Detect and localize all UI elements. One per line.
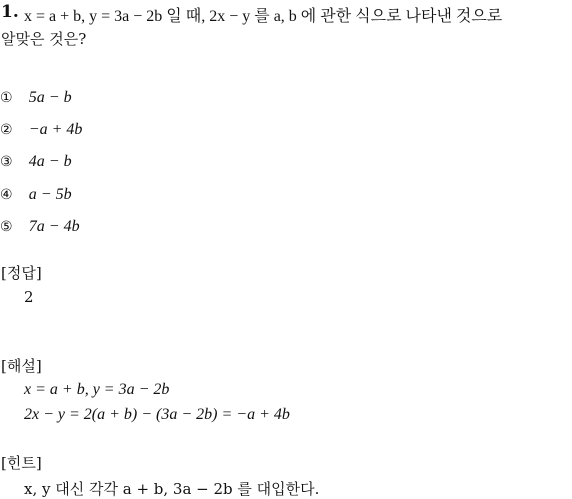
choice-3-mark: ③ bbox=[0, 154, 13, 170]
choice-1-mark: ① bbox=[0, 90, 13, 106]
choice-2-mark: ② bbox=[0, 122, 13, 138]
choice-5-expr: 7a − 4b bbox=[28, 218, 80, 235]
hint-line1: x, y 대신 각각 a + b, 3a − 2b 를 대입한다. bbox=[24, 480, 320, 498]
hint-heading: [힌트] bbox=[1, 454, 42, 472]
explanation-line1: x = a + b, y = 3a − 2b bbox=[24, 381, 170, 398]
choice-2-expr: −a + 4b bbox=[28, 121, 83, 138]
choice-1[interactable] bbox=[0, 88, 72, 107]
choice-2[interactable] bbox=[0, 120, 82, 139]
answer-heading: [정답] bbox=[1, 264, 42, 282]
answer-value: 2 bbox=[24, 288, 34, 306]
explanation-line2: 2x − y = 2(a + b) − (3a − 2b) = −a + 4b bbox=[24, 406, 290, 423]
question-text-line2: 알맞은 것은? bbox=[1, 30, 87, 48]
question-text-line1: x = a + b, y = 3a − 2b 일 때, 2x − y 를 a, b 에 관한 식으로 나타낸 것으로 bbox=[24, 8, 503, 25]
choice-5-mark: ⑤ bbox=[0, 219, 13, 235]
choice-3-expr: 4a − b bbox=[28, 153, 72, 170]
choice-4-expr: a − 5b bbox=[28, 186, 72, 203]
choice-5[interactable] bbox=[0, 217, 80, 236]
choice-4[interactable] bbox=[0, 185, 72, 204]
choice-4-mark: ④ bbox=[0, 187, 13, 203]
explanation-heading: [해설] bbox=[1, 357, 42, 375]
question-number: 1. bbox=[1, 2, 19, 22]
choice-1-expr: 5a − b bbox=[28, 89, 72, 106]
choice-3[interactable] bbox=[0, 152, 72, 171]
